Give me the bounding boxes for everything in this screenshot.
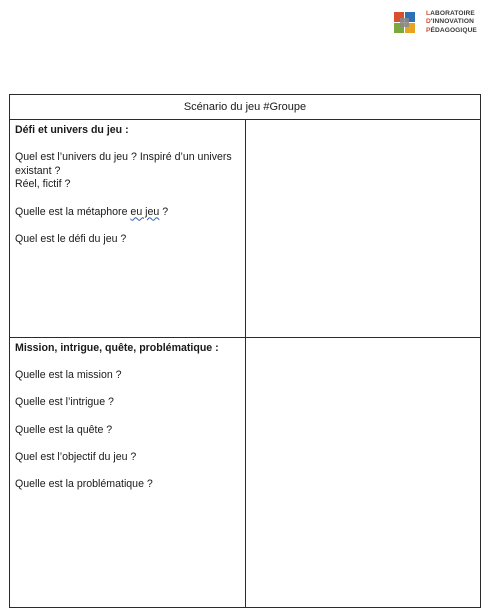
table-row-mission [10, 338, 481, 608]
question-univers: Quel est l’univers du jeu ? Inspiré d’un univers existant ? [15, 151, 232, 177]
answer-cell-defi[interactable] [245, 120, 481, 338]
logo-squares-icon [394, 12, 420, 38]
question-objectif: Quel est l’objectif du jeu ? [15, 450, 137, 463]
section-heading-defi: Défi et univers du jeu : [15, 124, 129, 136]
section-heading-mission: Mission, intrigue, quête, problématique : [15, 342, 219, 354]
question-intrigue: Quelle est l’intrigue ? [15, 396, 114, 409]
logo-line-1: LABORATOIRE [426, 10, 475, 17]
label-cell-mission [10, 338, 246, 608]
table-title: Scénario du jeu #Groupe [10, 95, 481, 120]
table-row-defi [10, 120, 481, 338]
spellcheck-word: eu jeu [130, 205, 160, 218]
lab-logo [394, 10, 477, 38]
question-mission: Quelle est la mission ? [15, 369, 122, 382]
question-problematique: Quelle est la problématique ? [15, 477, 153, 490]
logo-line-2: D'INNOVATION [426, 18, 474, 26]
question-metaphore: Quelle est la métaphore eu jeu ? [15, 205, 169, 218]
logo-text [426, 10, 477, 35]
question-quete: Quelle est la quête ? [15, 423, 113, 436]
label-cell-defi [10, 120, 246, 338]
logo-square-grey [400, 18, 409, 27]
question-reel-fictif: Réel, fictif ? [15, 178, 71, 191]
answer-cell-mission[interactable] [245, 338, 481, 608]
logo-line-3: PÉDAGOGIQUE [426, 26, 477, 34]
scenario-table [9, 94, 481, 608]
question-defi: Quel est le défi du jeu ? [15, 232, 127, 245]
